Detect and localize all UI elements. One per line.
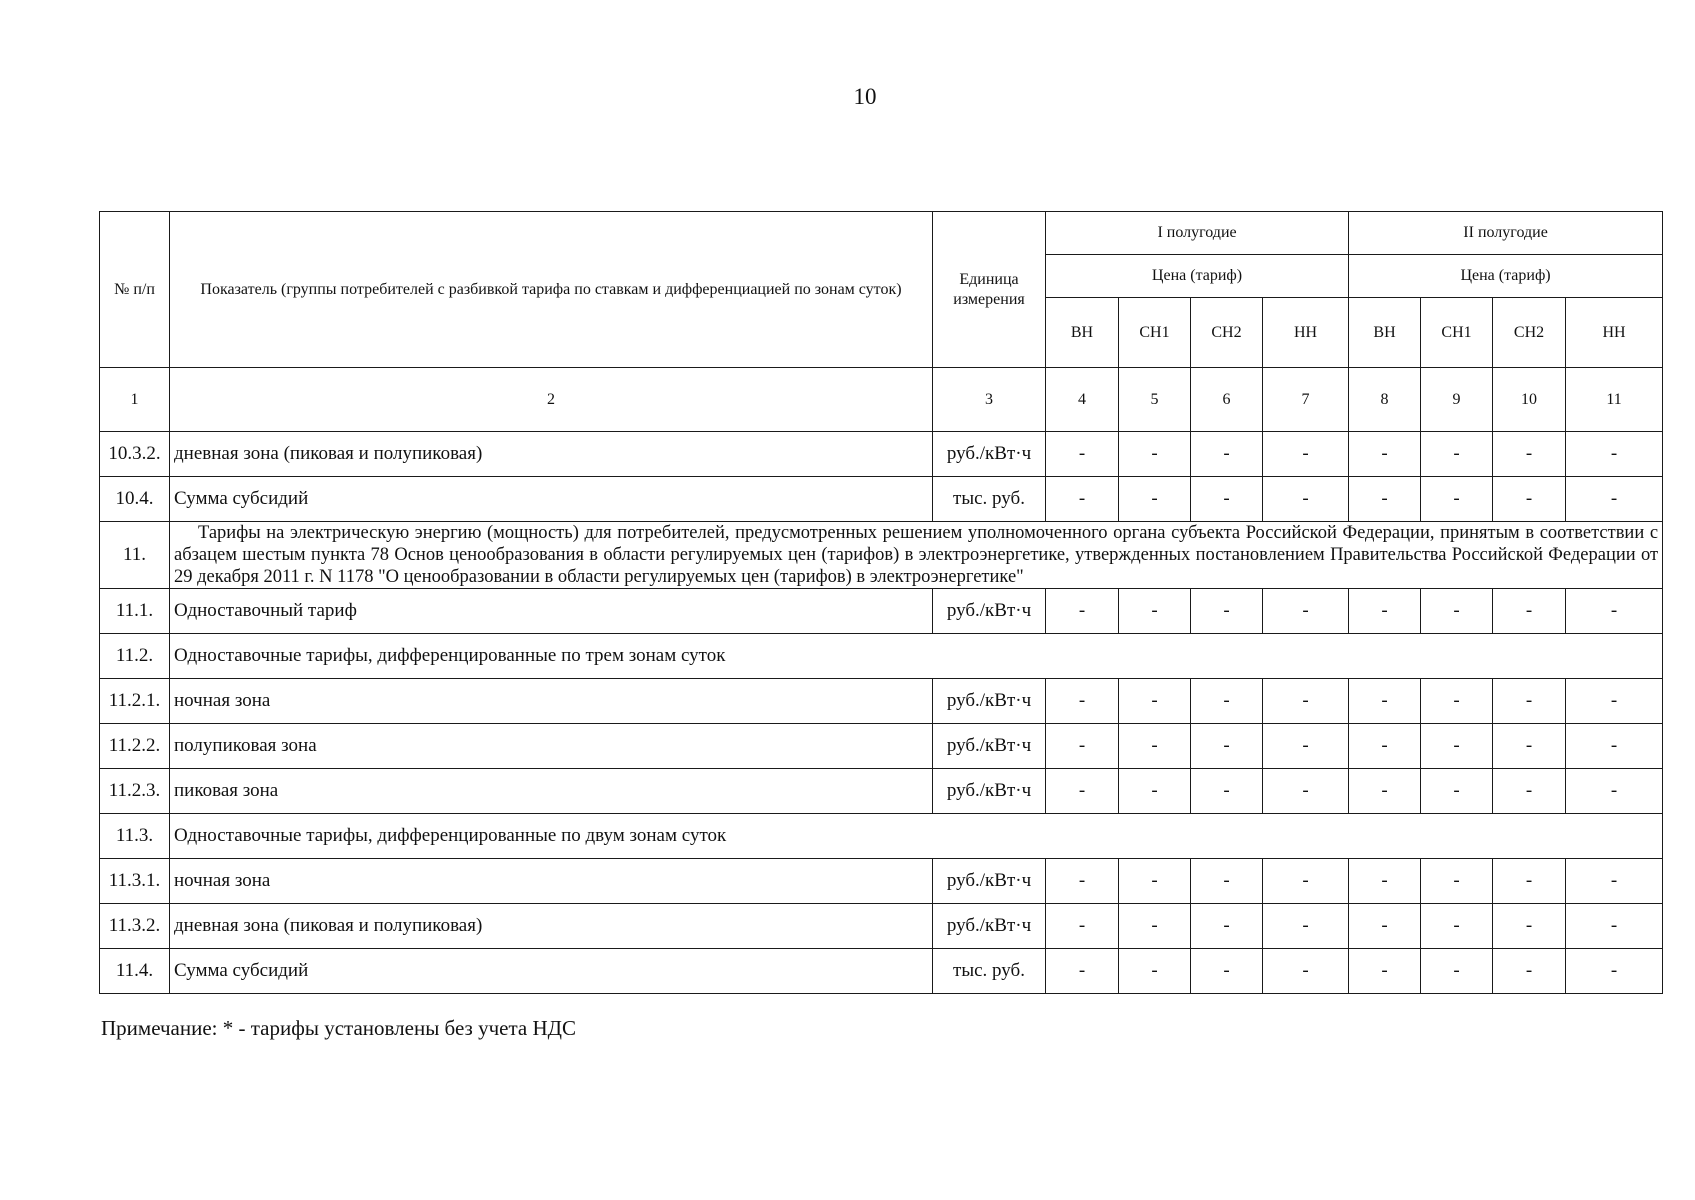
header-half-1: I полугодие xyxy=(1046,212,1349,255)
row-number: 11.1. xyxy=(100,589,170,634)
header-price-2: Цена (тариф) xyxy=(1349,255,1663,298)
header-indicator: Показатель (группы потребителей с разбивкой тарифа по ставкам и дифференциацией по зонам суток) xyxy=(170,212,933,368)
row-indicator: дневная зона (пиковая и полупиковая) xyxy=(170,904,933,949)
tariff-value: - xyxy=(1191,724,1263,769)
section-heading: Одноставочные тарифы, дифференцированные по двум зонам суток xyxy=(170,814,1663,859)
tariff-value: - xyxy=(1421,904,1493,949)
tariff-value: - xyxy=(1493,589,1566,634)
row-number: 11.3.2. xyxy=(100,904,170,949)
row-unit: руб./кВт·ч xyxy=(933,589,1046,634)
table-row xyxy=(100,522,1663,589)
header-half-2: II полугодие xyxy=(1349,212,1663,255)
tariff-value: - xyxy=(1119,949,1191,994)
tariff-value: - xyxy=(1191,769,1263,814)
header-level: СН1 xyxy=(1119,298,1191,368)
tariff-value: - xyxy=(1566,904,1663,949)
tariff-value: - xyxy=(1119,679,1191,724)
tariff-value: - xyxy=(1566,477,1663,522)
header-num: № п/п xyxy=(100,212,170,368)
tariff-value: - xyxy=(1421,769,1493,814)
row-indicator: ночная зона xyxy=(170,859,933,904)
tariff-value: - xyxy=(1263,589,1349,634)
table-row xyxy=(100,679,1663,724)
tariff-value: - xyxy=(1421,477,1493,522)
tariff-value: - xyxy=(1046,949,1119,994)
section-description: Тарифы на электрическую энергию (мощность) для потребителей, предусмотренных решением уполномоченного органа субъекта Российской Федерации, принятым в соответствии с абзацем шестым пункта 78 Основ ценообразования в области регулируемых цен (тарифов) в электроэнергетике, утвержденных постановлением Правительства Российской Федерации от 29 декабря 2011 г. N 1178 "О ценообразовании в области регулируемых цен (тарифов) в электроэнергетике" xyxy=(170,522,1663,589)
header-level: СН1 xyxy=(1421,298,1493,368)
tariff-value: - xyxy=(1421,949,1493,994)
row-number: 10.3.2. xyxy=(100,432,170,477)
tariff-value: - xyxy=(1263,477,1349,522)
row-indicator: ночная зона xyxy=(170,679,933,724)
tariff-value: - xyxy=(1349,432,1421,477)
row-indicator: Сумма субсидий xyxy=(170,949,933,994)
header-row-halves xyxy=(100,212,1663,255)
tariff-value: - xyxy=(1349,477,1421,522)
table-row xyxy=(100,589,1663,634)
table-row xyxy=(100,814,1663,859)
tariff-value: - xyxy=(1349,679,1421,724)
index-cell: 1 xyxy=(100,368,170,432)
row-unit: руб./кВт·ч xyxy=(933,679,1046,724)
tariff-value: - xyxy=(1119,724,1191,769)
table-row xyxy=(100,859,1663,904)
tariff-value: - xyxy=(1046,679,1119,724)
row-unit: руб./кВт·ч xyxy=(933,769,1046,814)
index-cell: 5 xyxy=(1119,368,1191,432)
tariff-value: - xyxy=(1263,724,1349,769)
header-level: НН xyxy=(1566,298,1663,368)
index-cell: 3 xyxy=(933,368,1046,432)
tariff-value: - xyxy=(1046,724,1119,769)
index-cell: 10 xyxy=(1493,368,1566,432)
tariff-value: - xyxy=(1421,679,1493,724)
tariff-value: - xyxy=(1046,432,1119,477)
tariff-value: - xyxy=(1119,432,1191,477)
tariff-value: - xyxy=(1263,679,1349,724)
row-unit: руб./кВт·ч xyxy=(933,859,1046,904)
page-number: 10 xyxy=(853,84,877,109)
row-unit: руб./кВт·ч xyxy=(933,432,1046,477)
table-row xyxy=(100,769,1663,814)
table-row xyxy=(100,949,1663,994)
tariff-value: - xyxy=(1191,589,1263,634)
row-number: 11.2.1. xyxy=(100,679,170,724)
row-indicator: дневная зона (пиковая и полупиковая) xyxy=(170,432,933,477)
tariff-value: - xyxy=(1349,949,1421,994)
row-number: 11.3.1. xyxy=(100,859,170,904)
section-heading: Одноставочные тарифы, дифференцированные по трем зонам суток xyxy=(170,634,1663,679)
tariff-value: - xyxy=(1119,769,1191,814)
tariff-value: - xyxy=(1349,724,1421,769)
index-cell: 11 xyxy=(1566,368,1663,432)
tariff-value: - xyxy=(1493,432,1566,477)
tariff-value: - xyxy=(1566,769,1663,814)
row-indicator: Одноставочный тариф xyxy=(170,589,933,634)
row-number: 11.4. xyxy=(100,949,170,994)
header-level: НН xyxy=(1263,298,1349,368)
tariff-value: - xyxy=(1119,904,1191,949)
header-price-1: Цена (тариф) xyxy=(1046,255,1349,298)
tariff-value: - xyxy=(1421,724,1493,769)
tariff-value: - xyxy=(1349,904,1421,949)
tariff-value: - xyxy=(1046,904,1119,949)
tariff-value: - xyxy=(1421,432,1493,477)
tariff-value: - xyxy=(1493,679,1566,724)
header-level: СН2 xyxy=(1493,298,1566,368)
tariff-value: - xyxy=(1046,477,1119,522)
tariff-value: - xyxy=(1191,904,1263,949)
header-level: СН2 xyxy=(1191,298,1263,368)
tariff-value: - xyxy=(1191,949,1263,994)
row-number: 11.3. xyxy=(100,814,170,859)
row-number: 11.2.2. xyxy=(100,724,170,769)
row-indicator: полупиковая зона xyxy=(170,724,933,769)
tariff-value: - xyxy=(1046,769,1119,814)
table-row xyxy=(100,634,1663,679)
tariff-value: - xyxy=(1349,769,1421,814)
header-index-row xyxy=(100,368,1663,432)
row-indicator: пиковая зона xyxy=(170,769,933,814)
index-cell: 7 xyxy=(1263,368,1349,432)
row-number: 11. xyxy=(100,522,170,589)
footnote: Примечание: * - тарифы установлены без учета НДС xyxy=(101,1016,576,1040)
table-row xyxy=(100,477,1663,522)
tariff-value: - xyxy=(1263,949,1349,994)
tariff-value: - xyxy=(1349,589,1421,634)
tariff-value: - xyxy=(1566,724,1663,769)
tariff-value: - xyxy=(1493,859,1566,904)
tariff-value: - xyxy=(1493,477,1566,522)
tariff-value: - xyxy=(1493,724,1566,769)
tariff-value: - xyxy=(1191,679,1263,724)
tariff-value: - xyxy=(1566,949,1663,994)
tariff-value: - xyxy=(1493,904,1566,949)
tariff-value: - xyxy=(1349,859,1421,904)
tariff-value: - xyxy=(1493,769,1566,814)
tariff-value: - xyxy=(1566,589,1663,634)
tariff-value: - xyxy=(1119,859,1191,904)
index-cell: 6 xyxy=(1191,368,1263,432)
tariff-value: - xyxy=(1263,432,1349,477)
header-level: ВН xyxy=(1046,298,1119,368)
row-indicator: Сумма субсидий xyxy=(170,477,933,522)
tariff-value: - xyxy=(1493,949,1566,994)
header-unit: Единица измерения xyxy=(933,212,1046,368)
tariff-value: - xyxy=(1119,477,1191,522)
tariff-value: - xyxy=(1263,769,1349,814)
row-number: 11.2.3. xyxy=(100,769,170,814)
tariff-value: - xyxy=(1191,477,1263,522)
index-cell: 2 xyxy=(170,368,933,432)
index-cell: 9 xyxy=(1421,368,1493,432)
tariff-value: - xyxy=(1191,859,1263,904)
table-row xyxy=(100,904,1663,949)
tariff-value: - xyxy=(1566,679,1663,724)
index-cell: 8 xyxy=(1349,368,1421,432)
index-cell: 4 xyxy=(1046,368,1119,432)
row-unit: тыс. руб. xyxy=(933,949,1046,994)
header-level: ВН xyxy=(1349,298,1421,368)
tariff-value: - xyxy=(1566,432,1663,477)
table-row xyxy=(100,432,1663,477)
tariff-value: - xyxy=(1421,859,1493,904)
row-number: 10.4. xyxy=(100,477,170,522)
row-number: 11.2. xyxy=(100,634,170,679)
tariff-value: - xyxy=(1191,432,1263,477)
row-unit: тыс. руб. xyxy=(933,477,1046,522)
tariff-table xyxy=(99,211,1663,994)
tariff-value: - xyxy=(1263,859,1349,904)
tariff-value: - xyxy=(1566,859,1663,904)
tariff-value: - xyxy=(1119,589,1191,634)
table-row xyxy=(100,724,1663,769)
tariff-value: - xyxy=(1421,589,1493,634)
tariff-value: - xyxy=(1046,589,1119,634)
tariff-value: - xyxy=(1263,904,1349,949)
tariff-value: - xyxy=(1046,859,1119,904)
row-unit: руб./кВт·ч xyxy=(933,904,1046,949)
row-unit: руб./кВт·ч xyxy=(933,724,1046,769)
